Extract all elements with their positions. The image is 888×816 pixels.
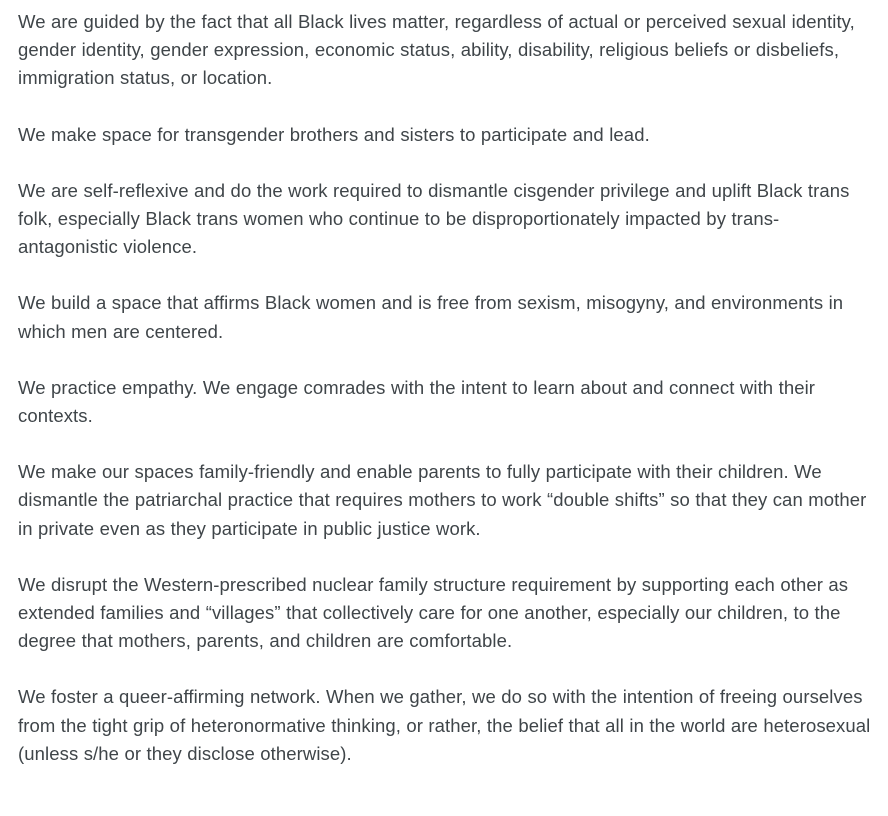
paragraph: We are self-reflexive and do the work required to dismantle cisgender privilege and uplift Black trans folk, especially Black trans women who continue to be disproportionately impacted by trans-antagonistic violence.: [18, 179, 850, 258]
paragraph: We are guided by the fact that all Black lives matter, regardless of actual or perceived sexual identity, gender identity, gender expression, economic status, ability, disability, religious beliefs or disbeliefs, immigration status, or location.: [18, 11, 855, 89]
paragraph: We disrupt the Western-prescribed nuclear family structure requirement by supporting each other as extended families and “villages” that collectively care for one another, especially our children, to the degree that mothers, parents, and children are comfortable.: [18, 573, 849, 652]
paragraph: We build a space that affirms Black women and is free from sexism, misogyny, and environments in which men are centered.: [18, 292, 844, 342]
paragraph: We make our spaces family-friendly and enable parents to fully participate with their children. We dismantle the patriarchal practice that requires mothers to work “double shifts” so that they can mother in private even as they participate in public justice work.: [18, 461, 867, 539]
paragraph: We foster a queer-affirming network. When we gather, we do so with the intention of freeing ourselves from the tight grip of heteronormative thinking, or rather, the belief that all in the world are heterosexual (unless s/he or they disclose otherwise).: [18, 686, 871, 764]
paragraph: We practice empathy. We engage comrades with the intent to learn about and connect with their contexts.: [18, 376, 816, 427]
paragraph: We make space for transgender brothers and sisters to participate and lead.: [18, 123, 650, 145]
article-body: [0, 8, 888, 768]
